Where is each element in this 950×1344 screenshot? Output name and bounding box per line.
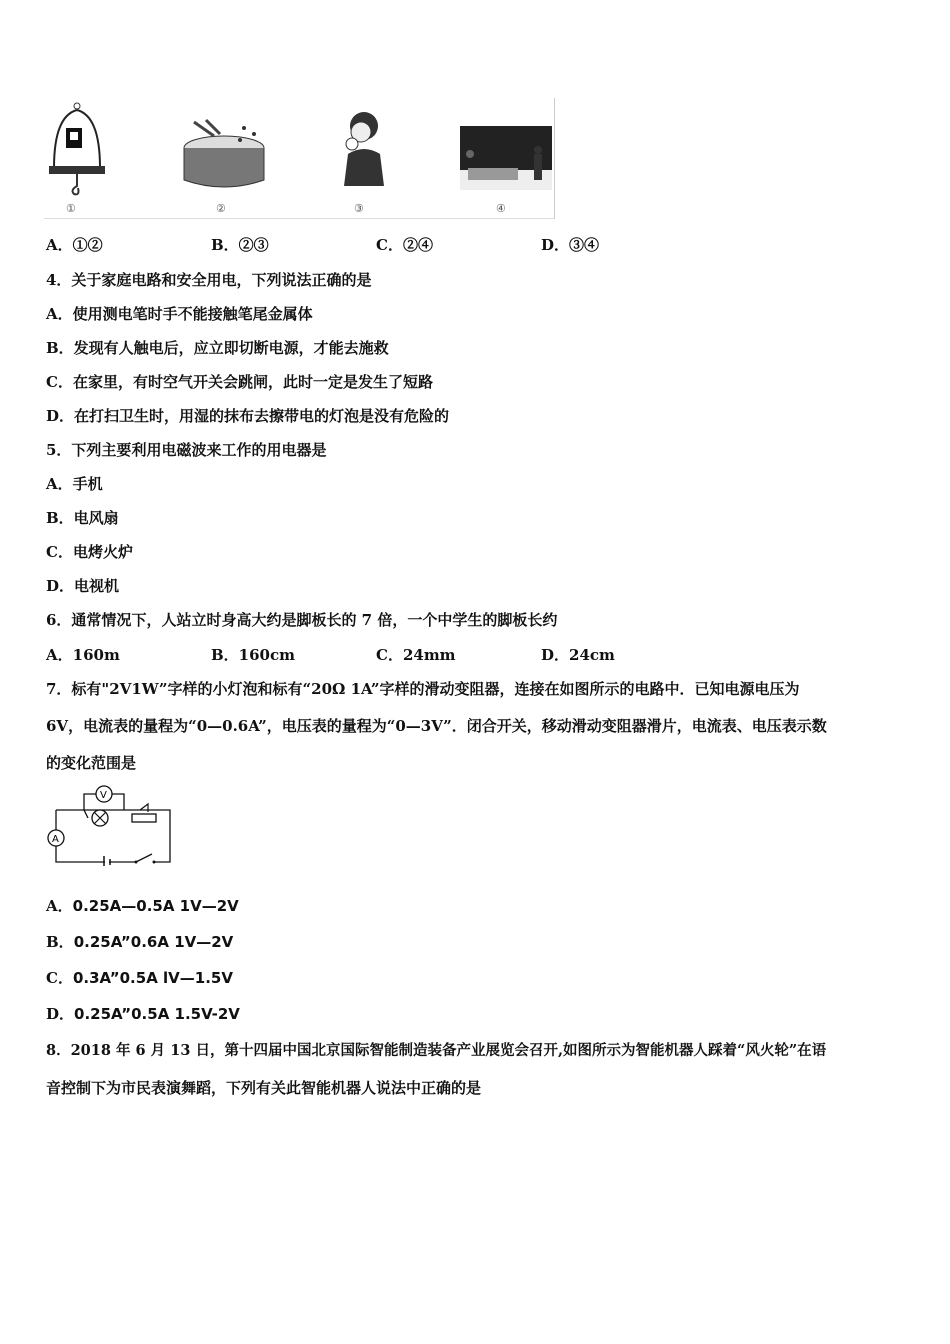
figure-label-3: ③ [354,202,364,215]
q7-option-a-letter: A． [46,897,73,915]
figure-label-1: ① [66,202,76,215]
q7-option-c-letter: C． [46,969,73,987]
q7-option-b-letter: B． [46,933,74,951]
q7-option-b-text: 0.25A”0.6A 1V—2V [73,933,234,951]
q7-option-c-text: 0.3A”0.5A lV—1.5V [72,969,233,987]
q7-stem-line1: 7．标有"2V1W”字样的小灯泡和标有“20Ω 1A”字样的滑动变阻器，连接在如图所示的电路中．已知电源电压为 [46,680,800,698]
q7-stem-line3: 的变化范围是 [46,754,137,772]
q7-option-d [46,1004,240,1024]
q3-option-b: B．②③ [211,236,269,254]
ammeter-label: A [52,834,59,845]
figure-label-4: ④ [496,202,506,215]
q7-option-d-letter: D． [46,1005,75,1023]
circuit-drawing [44,782,176,866]
figure-strip-drawing [44,98,554,218]
q5-option-d: D．电视机 [46,577,120,595]
figure-label-2: ② [216,202,226,215]
q4-stem: 4．关于家庭电路和安全用电，下列说法正确的是 [46,271,372,289]
q7-option-b [46,932,233,952]
q6-option-b: B．160cm [211,646,295,664]
q4-option-a: A．使用测电笔时手不能接触笔尾金属体 [46,305,313,323]
q4-option-d: D．在打扫卫生时，用湿的抹布去擦带电的灯泡是没有危险的 [46,407,450,425]
q7-option-d-text: 0.25A”0.5A 1.5V-2V [74,1005,240,1023]
q6-option-a: A．160m [46,646,120,664]
q4-option-b: B．发现有人触电后，应立即切断电源，才能去施救 [46,339,389,357]
q7-option-a [46,896,239,916]
drum-picture [184,120,264,187]
q6-option-c: C．24mm [376,646,456,664]
q4-option-c: C．在家里，有时空气开关会跳闸，此时一定是发生了短路 [46,373,433,391]
q5-stem: 5．下列主要利用电磁波来工作的用电器是 [46,441,327,459]
q3-option-d: D．③④ [541,236,600,254]
q3-option-c: C．②④ [376,236,433,254]
q5-option-a: A．手机 [46,475,103,493]
q5-option-b: B．电风扇 [46,509,119,527]
circuit-diagram [44,782,176,866]
voltmeter-label: V [100,790,107,801]
person-picture [344,112,384,186]
q6-stem: 6．通常情况下，人站立时身高大约是脚板长的 7 倍，一个中学生的脚板长约 [46,611,558,629]
q6-option-d: D．24cm [541,646,615,664]
q3-option-a: A．①② [46,236,103,254]
q7-option-c [46,968,233,988]
figure-strip [44,98,555,219]
q8-stem-line2: 音控制下为市民表演舞蹈，下列有关此智能机器人说法中正确的是 [46,1079,482,1097]
q5-option-c: C．电烤火炉 [46,543,133,561]
bell-jar-picture [49,103,105,194]
q8-stem-line1: 8．2018 年 6 月 13 日，第十四届中国北京国际智能制造装备产业展览会召开,如图所示为智能机器人踩着“风火轮”在语 [46,1042,827,1059]
classroom-picture [460,126,552,190]
q7-stem-line2: 6V，电流表的量程为“0—0.6A”，电压表的量程为“0—3V”．闭合开关，移动滑动变阻器滑片，电流表、电压表示数 [46,717,827,735]
q7-option-a-text: 0.25A—0.5A 1V—2V [72,897,239,915]
